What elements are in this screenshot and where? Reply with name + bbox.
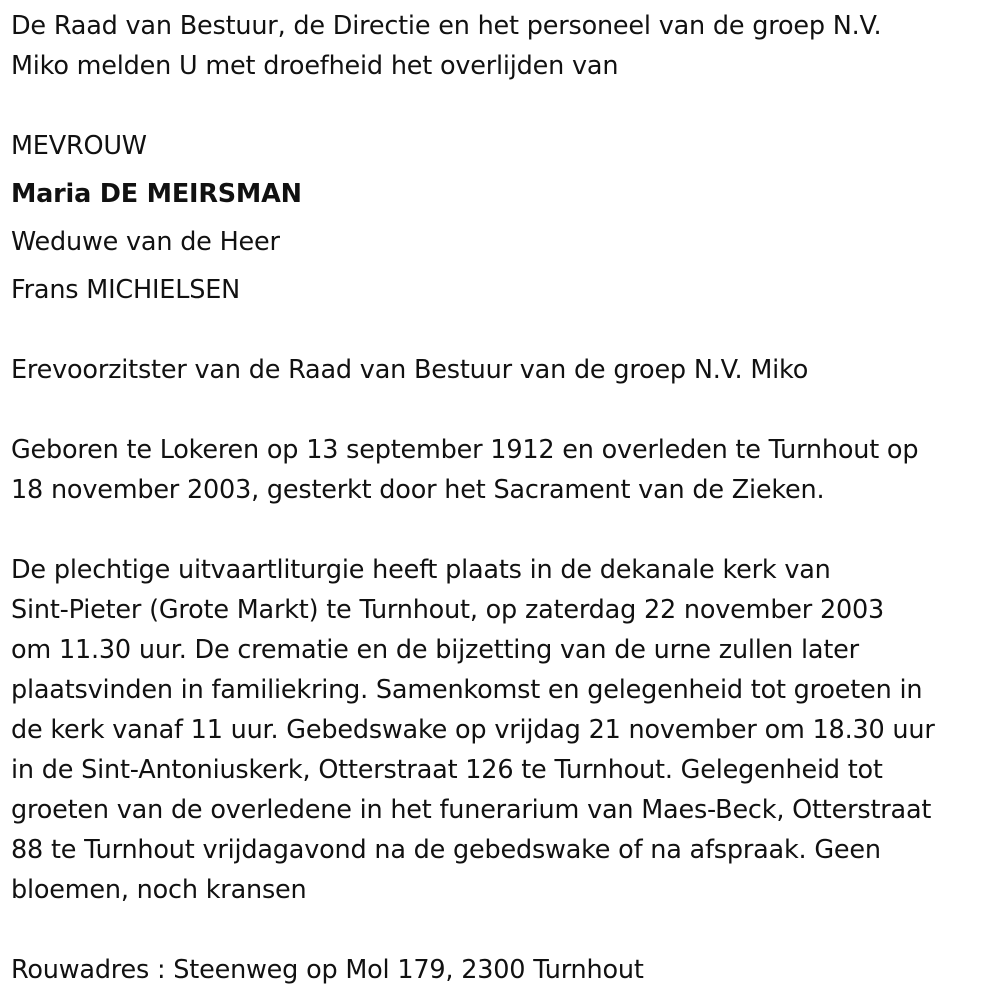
spouse-name: Frans MICHIELSEN [11,275,240,305]
ceremony-line: groeten van de overledene in het funerarium van Maes-Beck, Otterstraat [11,795,932,825]
ceremony-line: Sint-Pieter (Grote Markt) te Turnhout, op zaterdag 22 november 2003 [11,595,885,625]
ceremony-line: de kerk vanaf 11 uur. Gebedswake op vrijdag 21 november om 18.30 uur [11,715,935,745]
intro-line-2: Miko melden U met droefheid het overlijden van [11,51,619,81]
birth-death-line-1: Geboren te Lokeren op 13 september 1912 en overleden te Turnhout op [11,435,919,465]
ceremony-line: plaatsvinden in familiekring. Samenkomst en gelegenheid tot groeten in [11,675,923,705]
ceremony-line: om 11.30 uur. De crematie en de bijzetting van de urne zullen later [11,635,859,665]
ceremony-line: De plechtige uitvaartliturgie heeft plaats in de dekanale kerk van [11,555,831,585]
ceremony-line: in de Sint-Antoniuskerk, Otterstraat 126 te Turnhout. Gelegenheid tot [11,755,883,785]
honorary-role: Erevoorzitster van de Raad van Bestuur van de groep N.V. Miko [11,355,809,385]
birth-death-line-2: 18 november 2003, gesterkt door het Sacrament van de Zieken. [11,475,825,505]
ceremony-line: 88 te Turnhout vrijdagavond na de gebedswake of na afspraak. Geen [11,835,881,865]
widow-of-line: Weduwe van de Heer [11,227,280,257]
intro-line-1: De Raad van Bestuur, de Directie en het personeel van de groep N.V. [11,11,882,41]
deceased-name: Maria DE MEIRSMAN [11,179,302,209]
ceremony-line: bloemen, noch kransen [11,875,307,905]
mourning-address: Rouwadres : Steenweg op Mol 179, 2300 Turnhout [11,955,644,985]
deceased-title: MEVROUW [11,131,147,161]
